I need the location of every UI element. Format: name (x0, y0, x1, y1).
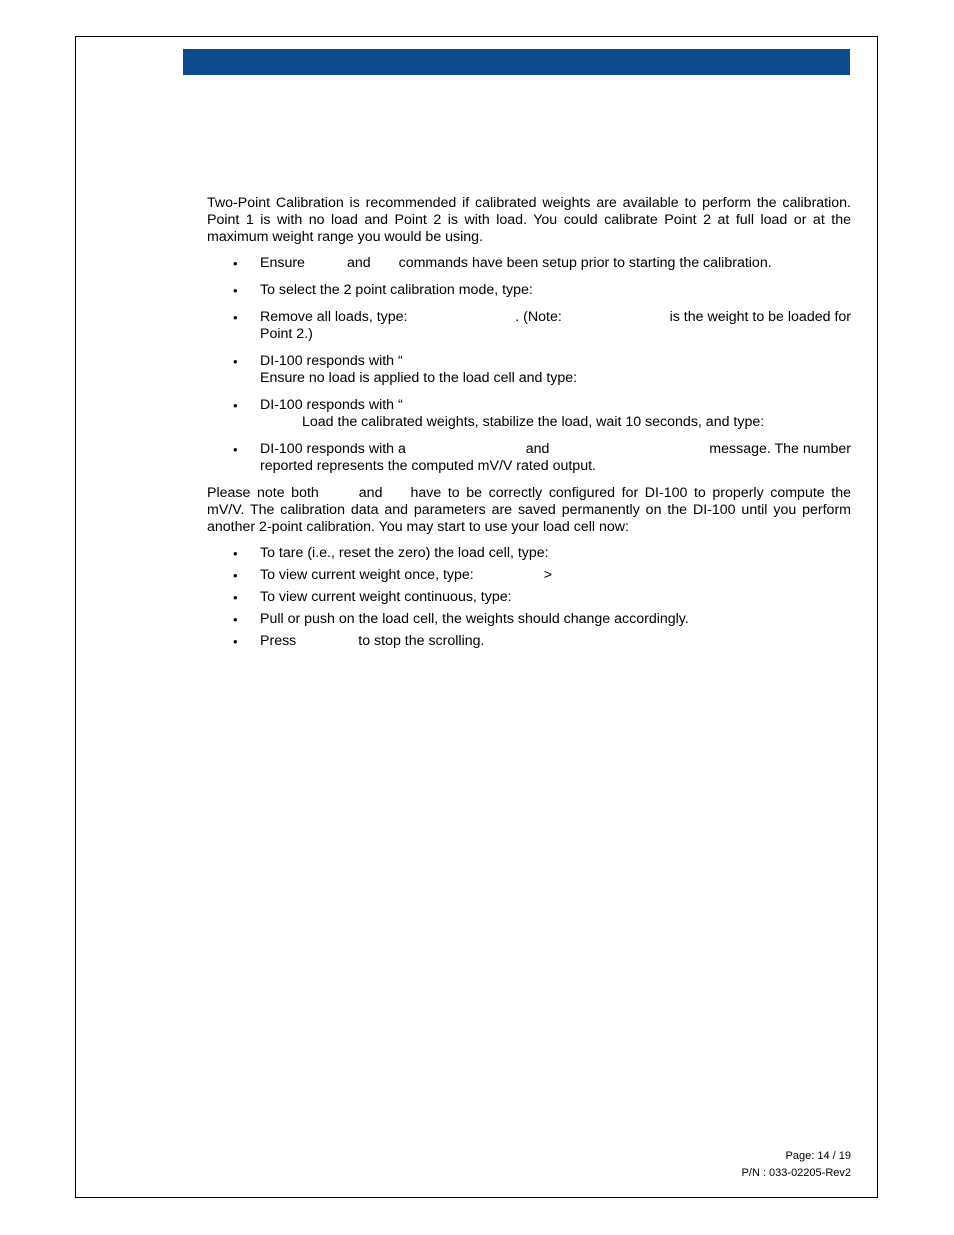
step-text: Ensure no load is applied to the load cell and type: (260, 370, 578, 386)
step-text: and (346, 255, 371, 271)
intro-paragraph: Two-Point Calibration is recommended if calibrated weights are available to perform the calibration. Point 1 is with no load and Point 2 is with load. You could calibrate Point 2 at full load or at the maximum weight range you would be using. (207, 195, 851, 245)
usage-view-continuous (207, 589, 851, 606)
part-number: P/N : 033-02205-Rev2 (741, 1167, 851, 1179)
usage-text: To tare (i.e., reset the zero) the load cell, type: (260, 545, 549, 561)
step-responds-2 (207, 397, 851, 431)
note-text: have to be correctly configured for DI-100 to properly compute the mV/V. The calibration data and parameters are saved permanently on the DI-100 until you perform another 2-point calibration. You may start to use your load cell now: (207, 485, 851, 535)
usage-pull-push (207, 611, 851, 628)
document-body (207, 195, 851, 655)
usage-tare (207, 545, 851, 562)
step-select-mode (207, 282, 851, 299)
usage-press-stop (207, 633, 851, 650)
usage-text: To view current weight continuous, type: (260, 589, 512, 605)
page-footer (742, 1148, 851, 1182)
step-text: • DI-100 responds with a (260, 441, 406, 457)
note-text: and (358, 485, 383, 501)
usage-text: Press (260, 633, 297, 649)
step-text: To select the 2 point calibration mode, type: (260, 282, 533, 298)
usage-text: Pull or push on the load cell, the weights should change accordingly. (260, 611, 689, 627)
usage-steps (207, 545, 851, 650)
step-text: message. The number (709, 441, 851, 457)
step-remove-loads (207, 309, 851, 343)
step-text: is the weight to be loaded for (669, 309, 851, 325)
step-text: Point 2.) (260, 326, 313, 342)
step-text: DI-100 responds with “ (260, 353, 403, 369)
step-text: commands have been setup prior to starting the calibration. (398, 255, 772, 271)
step-text: . (Note: (515, 309, 562, 325)
step-text: DI-100 responds with “ (260, 397, 403, 413)
step-ensure-commands (207, 255, 851, 272)
step-responds-3 (207, 441, 851, 475)
step-text: and (525, 441, 550, 457)
usage-view-once (207, 567, 851, 584)
step-text: Ensure (260, 255, 305, 271)
note-text: Please note both (207, 485, 319, 501)
step-text: Load the calibrated weights, stabilize the load, wait 10 seconds, and type: (302, 414, 765, 430)
usage-text: > (543, 567, 553, 583)
calibration-steps (207, 255, 851, 475)
step-text: reported represents the computed mV/V rated output. (260, 458, 596, 474)
header-bar (183, 49, 850, 75)
step-responds-1 (207, 353, 851, 387)
usage-text: to stop the scrolling. (358, 633, 485, 649)
step-text: • Remove all loads, type: (260, 309, 408, 325)
usage-text: To view current weight once, type: (260, 567, 474, 583)
note-paragraph (207, 485, 851, 536)
page-number: Page: 14 / 19 (785, 1150, 851, 1162)
